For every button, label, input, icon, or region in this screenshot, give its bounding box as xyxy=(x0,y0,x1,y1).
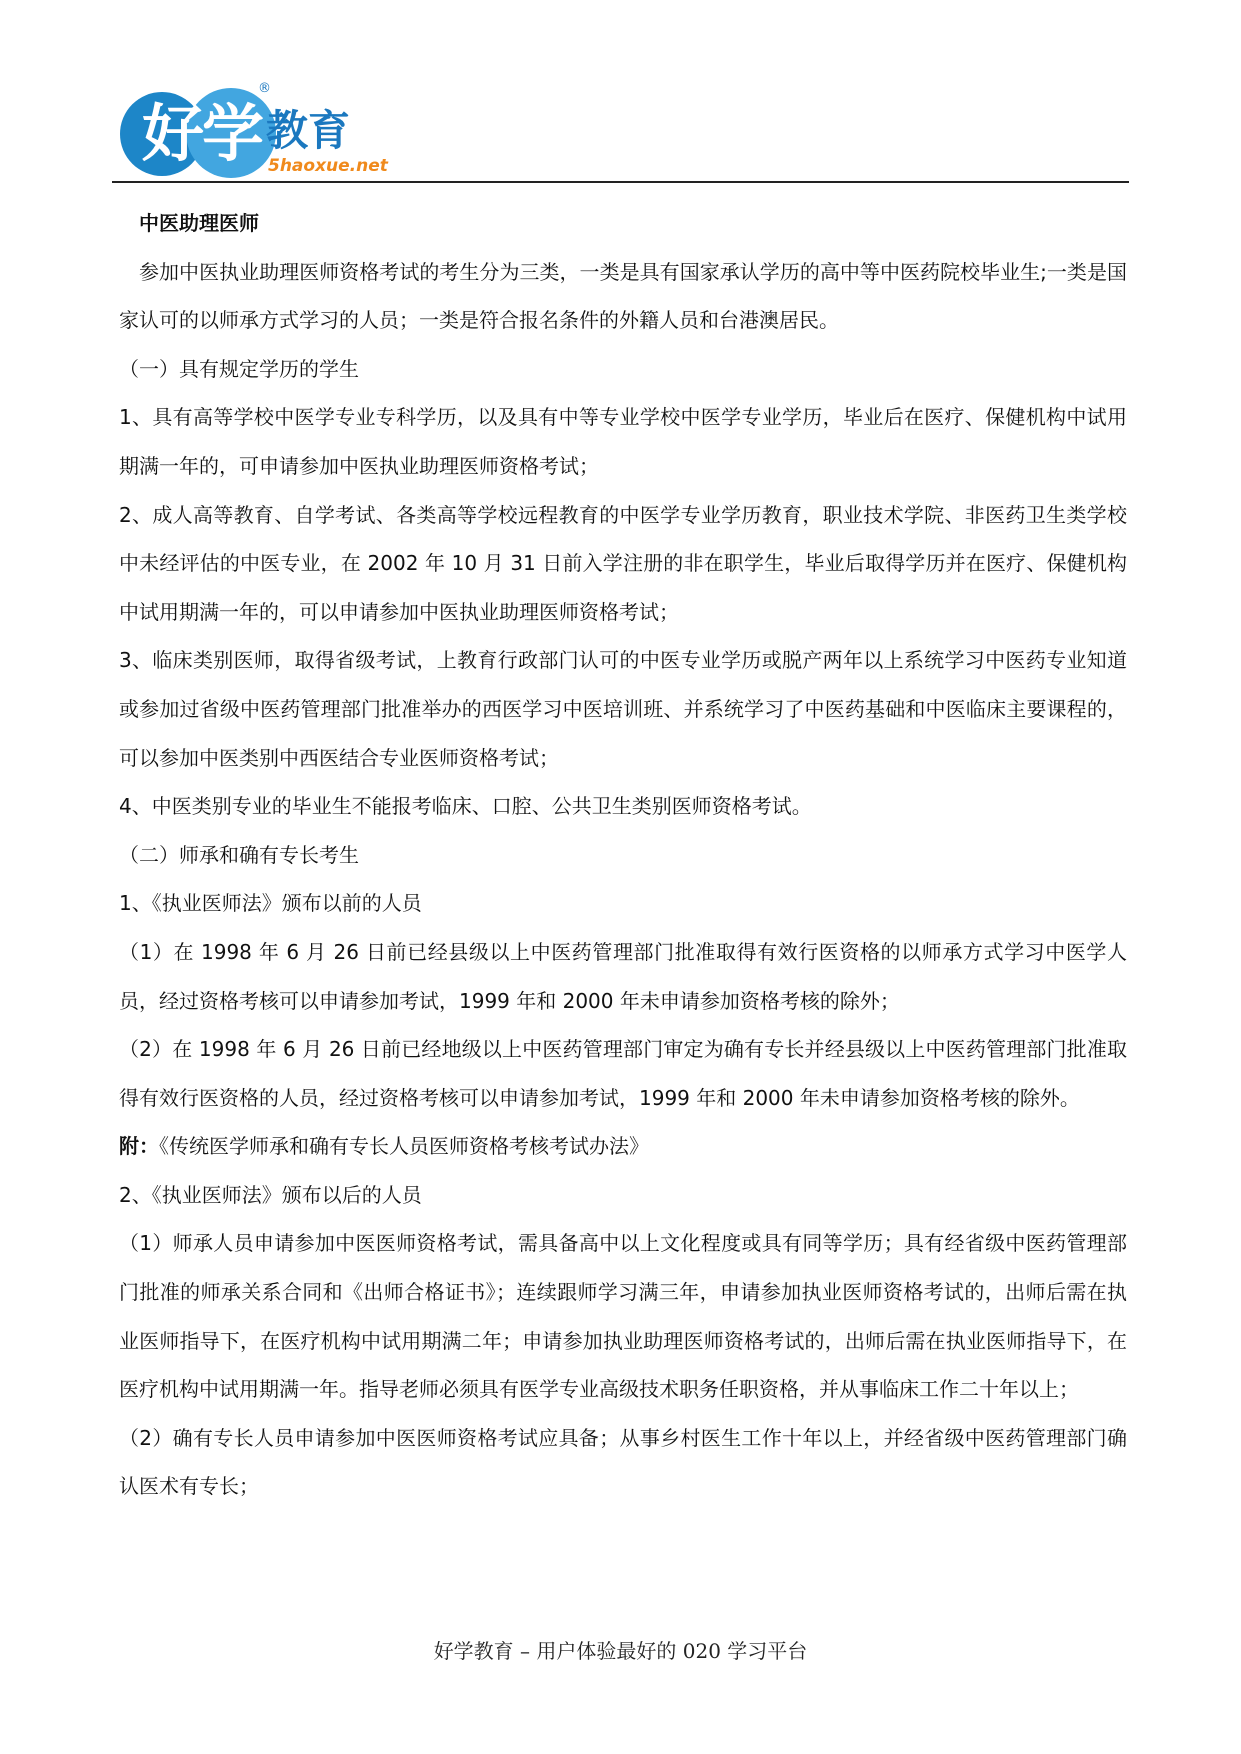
subsection-1: 1、《执业医师法》颁布以前的人员 xyxy=(119,891,422,916)
logo-mark: 好学 xyxy=(141,97,262,170)
subsection-1-item-2: （2）在 1998 年 6 月 26 日前已经地级以上中医药管理部门审定为确有专长并经县级以上中医药管理部门批准取得有效行医资格的人员，经过资格考核可以申请参加考试，1999 年和 2000 年未申请参加资格考核的除外。 xyxy=(119,1037,1127,1110)
list-item-3: 3、临床类别医师，取得省级考试，上教育行政部门认可的中医专业学历或脱产两年以上系统学习中医药专业知道或参加过省级中医药管理部门批准举办的西医学习中医培训班、并系统学习了中医药基础和中医临床主要课程的，可以参加中医类别中西医结合专业医师资格考试； xyxy=(119,648,1127,770)
logo-registered-mark: ® xyxy=(258,81,271,96)
logo-site: 5haoxue.net xyxy=(268,156,388,176)
subsection-1-item-1: （1）在 1998 年 6 月 26 日前已经县级以上中医药管理部门批准取得有效行医资格的以师承方式学习中医学人员，经过资格考核可以申请参加考试，1999 年和 2000 年未申请参加资格考核的除外； xyxy=(119,939,1127,1013)
document-title: 中医助理医师 xyxy=(139,211,259,235)
section-heading-1: （一）具有规定学历的学生 xyxy=(119,356,359,381)
subsection-2-item-1: （1）师承人员申请参加中医医师资格考试，需具备高中以上文化程度或具有同等学历；具有经省级中医药管理部门批准的师承关系合同和《出师合格证书》；连续跟师学习满三年，申请参加执业医师资格考试的，出师后需在执业医师指导下，在医疗机构中试用期满二年；申请参加执业助理医师资格考试的，出师后需在执业医师指导下，在医疗机构中试用期满一年。指导老师必须具有医学专业高级技术职务任职资格，并从事临床工作二十年以上； xyxy=(119,1231,1127,1402)
list-item-4: 4、中医类别专业的毕业生不能报考临床、口腔、公共卫生类别医师资格考试。 xyxy=(119,794,812,819)
header-divider xyxy=(112,181,1129,183)
list-item-2: 2、成人高等教育、自学考试、各类高等学校远程教育的中医学专业学历教育，职业技术学院、非医药卫生类学校中未经评估的中医专业，在 2002 年 10 月 31 日前入学注册的非在职学生，毕业后取得学历并在医疗、保健机构中试用期满一年的，可以申请参加中医执业助理医师资格考试； xyxy=(119,502,1127,624)
list-item-1: 1、具有高等学校中医学专业专科学历，以及具有中等专业学校中医学专业学历，毕业后在医疗、保健机构中试用期满一年的，可申请参加中医执业助理医师资格考试； xyxy=(119,405,1127,478)
company-logo xyxy=(118,78,388,182)
subsection-2-item-2: （2）确有专长人员申请参加中医医师资格考试应具备；从事乡村医生工作十年以上，并经省级中医药管理部门确认医术有专长； xyxy=(119,1425,1127,1499)
subsection-2: 2、《执业医师法》颁布以后的人员 xyxy=(119,1182,422,1207)
section-heading-2: （二）师承和确有专长考生 xyxy=(119,842,359,867)
appendix-note xyxy=(119,1122,1127,1171)
document-body xyxy=(119,199,1127,1511)
intro-paragraph: 参加中医执业助理医师资格考试的考生分为三类，一类是具有国家承认学历的高中等中医药院校毕业生;一类是国家认可的以师承方式学习的人员；一类是符合报名条件的外籍人员和台港澳居民。 xyxy=(119,259,1127,333)
appendix-lead: 附： xyxy=(119,1134,159,1159)
page-footer: 好学教育 – 用户体验最好的 020 学习平台 xyxy=(433,1639,808,1663)
logo-wordmark: 教育 xyxy=(266,106,351,155)
appendix-text: 《传统医学师承和确有专长人员医师资格考核考试办法》 xyxy=(159,1134,649,1159)
